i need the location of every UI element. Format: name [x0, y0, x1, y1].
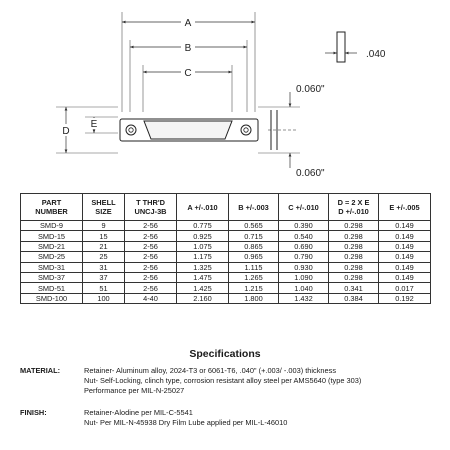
cell-d: 0.384 [329, 293, 379, 303]
material-lines [84, 366, 430, 396]
material-label: MATERIAL: [20, 366, 61, 375]
header-e [379, 194, 431, 221]
dimension-lines [66, 22, 357, 168]
cell-e: 0.149 [379, 231, 431, 241]
side-view [268, 110, 297, 150]
cell-b: 0.965 [229, 252, 279, 262]
finish-line: Nut- Per MIL-N-45938 Dry Film Lube applied per MIL-L-46010 [84, 418, 288, 427]
cell-c: 1.040 [279, 283, 329, 293]
cell-e: 0.149 [379, 241, 431, 251]
cell-shell-size: 15 [83, 231, 125, 241]
retainer-plate [120, 119, 258, 141]
header-line: NUMBER [35, 207, 68, 216]
cell-b: 1.800 [229, 293, 279, 303]
table-row [21, 231, 431, 241]
header-line: C +/-.010 [288, 202, 319, 212]
cell-part-number: SMD-100 [21, 293, 83, 303]
cell-part-number: SMD-9 [21, 221, 83, 231]
cell-e: 0.149 [379, 252, 431, 262]
table-row [21, 283, 431, 293]
cell-a: 1.075 [177, 241, 229, 251]
cell-thread: 2-56 [125, 221, 177, 231]
cell-e: 0.149 [379, 272, 431, 282]
cell-thread: 2-56 [125, 241, 177, 251]
material-line: Nut- Self-Locking, clinch type, corrosion resistant alloy steel per AMS5640 (type 303) [84, 376, 362, 385]
table-row [21, 221, 431, 231]
table-body [21, 221, 431, 304]
table-row [21, 241, 431, 251]
cell-b: 1.215 [229, 283, 279, 293]
offset-top-label: 0.060" [296, 84, 325, 95]
header-line: D = 2 X E [337, 198, 370, 207]
dim-c-label: C [184, 68, 192, 79]
cell-a: 1.475 [177, 272, 229, 282]
cell-part-number: SMD-31 [21, 262, 83, 272]
header-line: D +/-.010 [338, 207, 369, 216]
table-row [21, 293, 431, 303]
header-d [329, 194, 379, 221]
offset-bottom-label: 0.060" [296, 168, 325, 179]
header-line: PART [41, 198, 62, 207]
cell-part-number: SMD-15 [21, 231, 83, 241]
dimensions-table [20, 193, 431, 304]
header-b [229, 194, 279, 221]
cell-e: 0.149 [379, 262, 431, 272]
cell-a: 1.425 [177, 283, 229, 293]
cell-d: 0.341 [329, 283, 379, 293]
cell-part-number: SMD-21 [21, 241, 83, 251]
cell-e: 0.149 [379, 221, 431, 231]
cell-d: 0.298 [329, 252, 379, 262]
cell-d: 0.298 [329, 241, 379, 251]
cell-c: 0.690 [279, 241, 329, 251]
cell-thread: 2-56 [125, 262, 177, 272]
cell-thread: 2-56 [125, 283, 177, 293]
cell-thread: 2-56 [125, 231, 177, 241]
cell-b: 0.565 [229, 221, 279, 231]
finish-lines [84, 408, 430, 428]
cell-b: 0.715 [229, 231, 279, 241]
finish-line: Retainer-Alodine per MIL-C-5541 [84, 408, 193, 417]
cell-thread: 4-40 [125, 293, 177, 303]
cell-c: 0.540 [279, 231, 329, 241]
cell-part-number: SMD-37 [21, 272, 83, 282]
cell-shell-size: 9 [83, 221, 125, 231]
cell-c: 1.432 [279, 293, 329, 303]
cell-e: 0.192 [379, 293, 431, 303]
cell-d: 0.298 [329, 262, 379, 272]
cell-b: 1.115 [229, 262, 279, 272]
finish-label: FINISH: [20, 408, 47, 417]
table-header [21, 194, 431, 221]
cell-d: 0.298 [329, 272, 379, 282]
cell-shell-size: 31 [83, 262, 125, 272]
cell-shell-size: 37 [83, 272, 125, 282]
cell-d: 0.298 [329, 231, 379, 241]
cell-shell-size: 51 [83, 283, 125, 293]
header-thread [125, 194, 177, 221]
cell-a: 2.160 [177, 293, 229, 303]
header-line: SHELL [91, 198, 116, 207]
dim-b-label: B [184, 43, 192, 54]
thickness-label: .040 [366, 49, 386, 60]
cell-a: 1.175 [177, 252, 229, 262]
table-row [21, 272, 431, 282]
header-a [177, 194, 229, 221]
cell-part-number: SMD-51 [21, 283, 83, 293]
cell-thread: 2-56 [125, 252, 177, 262]
dim-e-label: E [90, 119, 98, 130]
cell-c: 0.790 [279, 252, 329, 262]
thickness-view [337, 32, 345, 62]
cell-shell-size: 25 [83, 252, 125, 262]
cell-shell-size: 21 [83, 241, 125, 251]
cell-c: 0.930 [279, 262, 329, 272]
header-line: SIZE [95, 207, 112, 216]
cell-a: 0.925 [177, 231, 229, 241]
cell-a: 1.325 [177, 262, 229, 272]
dim-d-label: D [62, 126, 70, 137]
material-line: Retainer- Aluminum alloy, 2024-T3 or 6061-T6, .040" (+.003/ -.003) thickness [84, 366, 337, 375]
header-line: B +/-.003 [238, 202, 269, 212]
technical-drawing [0, 0, 450, 190]
header-c [279, 194, 329, 221]
table-row [21, 262, 431, 272]
dim-a-label: A [184, 18, 192, 29]
table-row [21, 252, 431, 262]
header-part-number [21, 194, 83, 221]
cell-c: 0.390 [279, 221, 329, 231]
header-line: UNCJ-3B [134, 207, 167, 216]
cell-a: 0.775 [177, 221, 229, 231]
specifications-title: Specifications [189, 348, 261, 360]
cell-c: 1.090 [279, 272, 329, 282]
header-shell-size [83, 194, 125, 221]
cell-d: 0.298 [329, 221, 379, 231]
cell-e: 0.017 [379, 283, 431, 293]
cell-b: 1.265 [229, 272, 279, 282]
material-line: Performance per MIL-N-25027 [84, 386, 185, 395]
cell-shell-size: 100 [83, 293, 125, 303]
header-line: T THR'D [136, 198, 165, 207]
header-row [21, 194, 431, 221]
cell-b: 0.865 [229, 241, 279, 251]
header-line: E +/-.005 [389, 202, 420, 212]
cell-thread: 2-56 [125, 272, 177, 282]
header-line: A +/-.010 [187, 202, 218, 212]
cell-part-number: SMD-25 [21, 252, 83, 262]
